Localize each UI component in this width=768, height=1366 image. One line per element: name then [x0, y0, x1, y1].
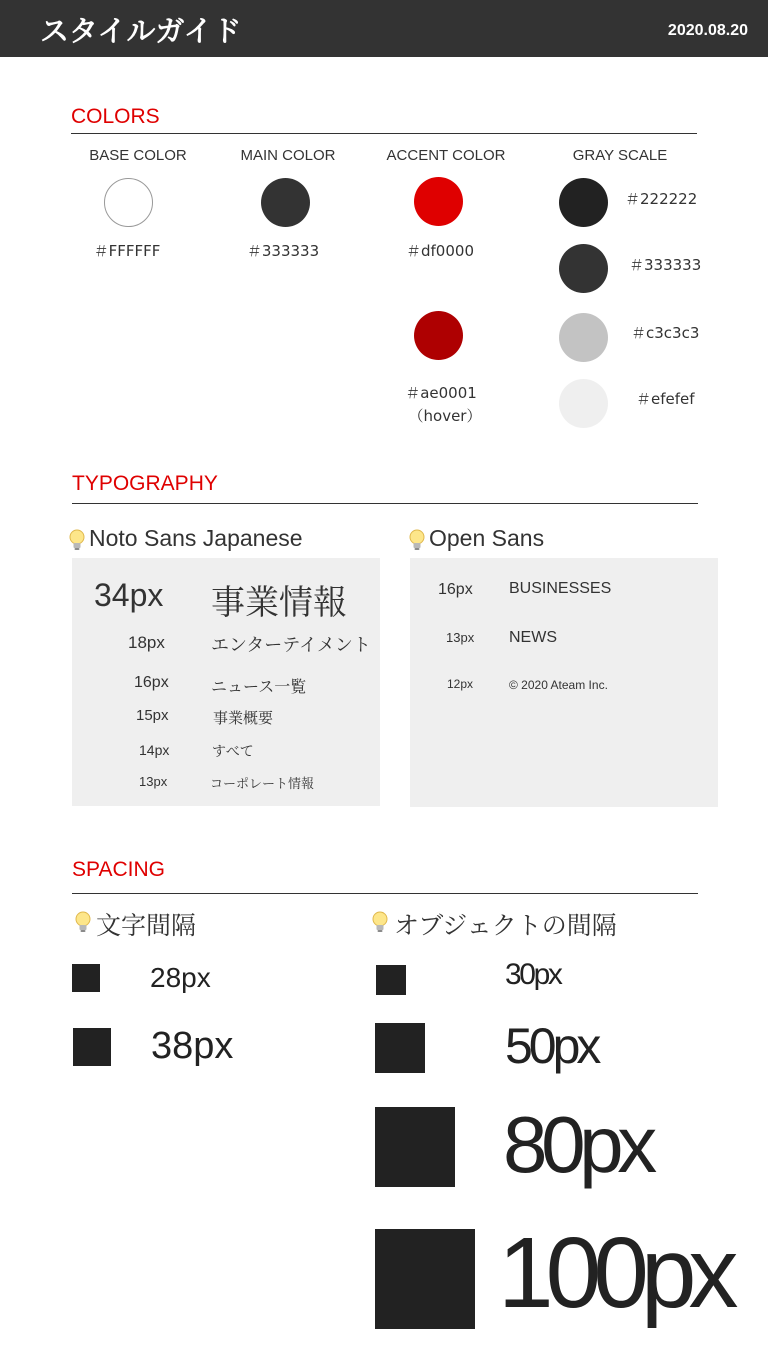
type-sample-text: ニュース一覧: [211, 677, 307, 696]
spacing-divider: [72, 893, 698, 894]
colors-divider: [71, 133, 697, 134]
accent-color-swatch: [414, 177, 463, 226]
type-sample-text: © 2020 Ateam Inc.: [509, 678, 608, 692]
noto-sans-title: Noto Sans Japanese: [89, 525, 303, 551]
gray-swatch-333333: [559, 244, 608, 293]
colors-section-title: COLORS: [71, 105, 160, 128]
header-date: 2020.08.20: [667, 22, 748, 39]
type-size-label: 16px: [438, 581, 473, 598]
spacing-label-38: 38px: [151, 1025, 234, 1067]
type-sample-text: エンターテイメント: [211, 635, 371, 656]
type-sample-text: BUSINESSES: [509, 580, 612, 597]
typography-section-title: TYPOGRAPHY: [72, 472, 218, 495]
main-color-swatch: [261, 178, 310, 227]
type-size-label: 15px: [136, 707, 169, 724]
base-color-heading: BASE COLOR: [89, 147, 187, 164]
lightbulb-icon: [370, 910, 390, 934]
spacing-square-50: [375, 1023, 425, 1073]
type-size-label: 34px: [94, 577, 164, 613]
type-sample-text: 事業概要: [213, 709, 274, 727]
accent-hover-hex: ＃ae0001: [405, 384, 477, 402]
main-color-heading: MAIN COLOR: [240, 147, 336, 164]
spacing-square-80: [375, 1107, 455, 1187]
spacing-label-100: 100px: [498, 1217, 731, 1329]
gray-hex-efefef: ＃efefef: [636, 390, 695, 408]
accent-color-hex: ＃df0000: [406, 242, 474, 260]
type-size-label: 12px: [447, 677, 474, 691]
gray-swatch-222222: [559, 178, 608, 227]
object-spacing-title: オブジェクトの間隔: [394, 912, 617, 940]
type-sample-text: 事業情報: [211, 583, 347, 623]
open-sans-title: Open Sans: [429, 525, 545, 551]
gray-hex-222222: ＃222222: [625, 190, 698, 208]
type-size-label: 18px: [128, 633, 165, 652]
type-size-label: 16px: [134, 674, 169, 691]
spacing-label-28: 28px: [150, 962, 211, 993]
main-color-hex: ＃333333: [246, 242, 320, 260]
accent-hover-note: （hover）: [408, 407, 482, 425]
spacing-square-38: [73, 1028, 111, 1066]
header-bar: [0, 0, 768, 57]
spacing-square-28: [72, 964, 100, 992]
spacing-label-80: 80px: [503, 1100, 651, 1189]
base-color-hex: ＃FFFFFF: [93, 242, 161, 260]
gray-hex-333333: ＃333333: [629, 256, 702, 274]
spacing-section-title: SPACING: [72, 858, 165, 881]
gray-swatch-efefef: [559, 379, 608, 428]
spacing-square-30: [376, 965, 406, 995]
accent-hover-swatch: [414, 311, 463, 360]
spacing-label-30: 30px: [505, 958, 561, 991]
type-sample-text: すべて: [212, 744, 254, 760]
gray-swatch-c3c3c3: [559, 313, 608, 362]
gray-hex-c3c3c3: ＃c3c3c3: [631, 324, 700, 342]
lightbulb-icon: [67, 528, 87, 552]
lightbulb-icon: [407, 528, 427, 552]
type-size-label: 14px: [139, 742, 170, 758]
lightbulb-icon: [73, 910, 93, 934]
type-sample-text: コーポレート情報: [210, 777, 315, 792]
typography-divider: [72, 503, 698, 504]
gray-scale-heading: GRAY SCALE: [572, 147, 668, 164]
type-size-label: 13px: [446, 630, 475, 645]
page-title: スタイルガイド: [40, 14, 242, 48]
base-color-swatch: [104, 178, 153, 227]
spacing-label-50: 50px: [505, 1018, 598, 1074]
type-size-label: 13px: [139, 774, 168, 789]
spacing-square-100: [375, 1229, 475, 1329]
letter-spacing-title: 文字間隔: [96, 912, 197, 940]
accent-color-heading: ACCENT COLOR: [386, 147, 506, 164]
type-sample-text: NEWS: [509, 629, 557, 646]
